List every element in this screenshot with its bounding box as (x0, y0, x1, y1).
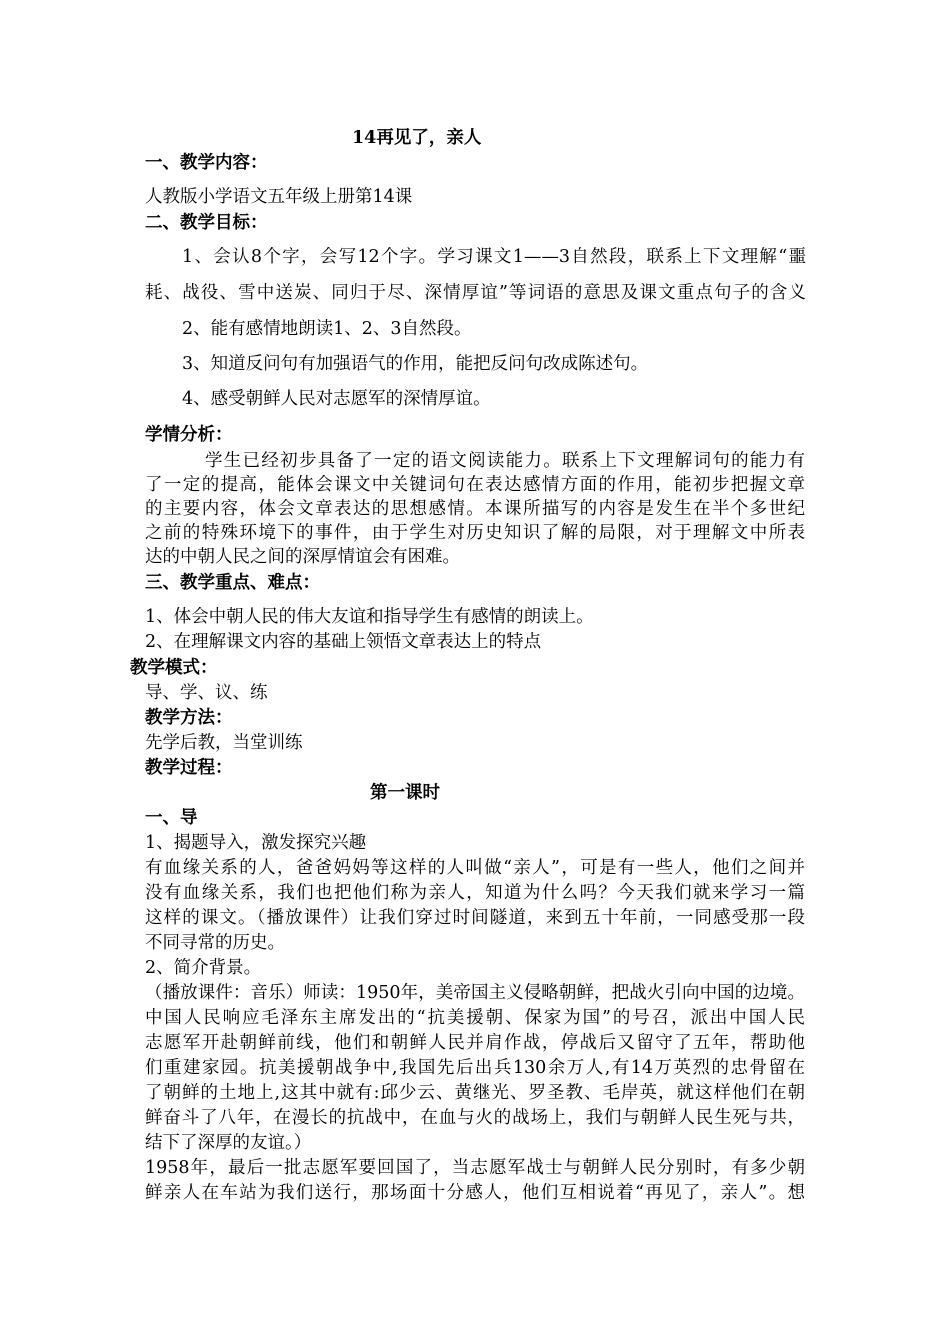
goal-item-1-line-2: 耗、战役、雪中送炭、同归于尽、深情厚谊”等词语的意思及课文重点句子的含义 (145, 283, 806, 303)
analysis-line: 的主要内容，体会文章表达的思想感情。本课所描写的内容是发生在半个多世纪 (145, 499, 805, 519)
method-text: 先学后教，当堂训练 (145, 733, 303, 753)
paragraph-line: 1958年，最后一批志愿军要回国了，当志愿军战士与朝鲜人民分别时，有多少朝 (145, 1158, 805, 1178)
mode-text: 导、学、议、练 (145, 683, 268, 703)
paragraph-line: 鲜奋斗了八年，在漫长的抗战中，在血与火的战场上，我们与朝鲜人民生死与共， (145, 1108, 805, 1128)
goal-item-3: 3、知道反问句有加强语气的作用，能把反问句改成陈述句。 (182, 354, 649, 374)
section-heading-analysis: 学情分析： (145, 425, 233, 445)
paragraph-line: 鲜亲人在车站为我们送行，那场面十分感人，他们互相说着“再见了，亲人”。想 (145, 1183, 805, 1203)
section-heading-method: 教学方法： (145, 708, 233, 728)
goal-item-2: 2、能有感情地朗读1、2、3自然段。 (182, 319, 472, 339)
section-heading-mode: 教学模式： (130, 658, 218, 678)
section-heading-key-points: 三、教学重点、难点： (145, 573, 320, 593)
paragraph-line: 不同寻常的历史。 (145, 933, 285, 953)
paragraph-line: 了朝鲜的土地上,这其中就有:邱少云、黄继光、罗圣教、毛岸英，就这样他们在朝 (145, 1083, 805, 1103)
paragraph-line: 志愿军开赴朝鲜前线，他们和朝鲜人民并肩作战，停战后又留守了五年，帮助他 (145, 1033, 805, 1053)
step-heading: 1、揭题导入，激发探究兴趣 (145, 833, 367, 853)
paragraph-line: 没有血缘关系，我们也把他们称为亲人，知道为什么吗？今天我们就来学习一篇 (145, 883, 805, 903)
content-text: 人教版小学语文五年级上册第14课 (145, 187, 413, 207)
paragraph-line: 结下了深厚的友谊。） (145, 1133, 312, 1153)
paragraph-line: 们重建家园。抗美援朝战争中,我国先后出兵130余万人,有14万英烈的忠骨留在 (145, 1058, 805, 1078)
step-heading: 2、简介背景。 (145, 958, 262, 978)
part-heading: 一、导 (145, 808, 198, 828)
goal-item-4: 4、感受朝鲜人民对志愿军的深情厚谊。 (182, 389, 491, 409)
analysis-line: 之前的特殊环境下的事件，由于学生对历史知识了解的局限，对于理解文中所表 (145, 523, 805, 543)
section-heading-process: 教学过程： (145, 758, 233, 778)
section-heading-content: 一、教学内容： (145, 153, 268, 173)
key-point-2: 2、在理解课文内容的基础上领悟文章表达上的特点 (145, 632, 542, 652)
paragraph-line: 中国人民响应毛泽东主席发出的“抗美援朝、保家为国”的号召，派出中国人民 (145, 1008, 805, 1028)
paragraph-line: 这样的课文。（播放课件）让我们穿过时间隧道，来到五十年前，一同感受那一段 (145, 908, 805, 928)
key-point-1: 1、体会中朝人民的伟大友谊和指导学生有感情的朗读上。 (145, 607, 594, 627)
goal-item-1-line-1: 1、会认8个字，会写12个字。学习课文1——3自然段，联系上下文理解“噩 (182, 247, 806, 267)
section-heading-goals: 二、教学目标： (145, 213, 268, 233)
paragraph-line: （播放课件：音乐）师读：1950年，美帝国主义侵略朝鲜，把战火引向中国的边境。 (145, 983, 805, 1003)
paragraph-line: 有血缘关系的人，爸爸妈妈等这样的人叫做“亲人”，可是有一些人，他们之间并 (145, 858, 805, 878)
analysis-line: 学生已经初步具备了一定的语文阅读能力。联系上下文理解词句的能力有 (205, 451, 805, 471)
analysis-line: 了一定的提高，能体会课文中关键词句在表达感情方面的作用，能初步把握文章 (145, 475, 805, 495)
analysis-line: 达的中朝人民之间的深厚情谊会有困难。 (145, 547, 460, 567)
document-title: 14再见了，亲人 (352, 128, 482, 148)
lesson-title: 第一课时 (370, 783, 440, 803)
